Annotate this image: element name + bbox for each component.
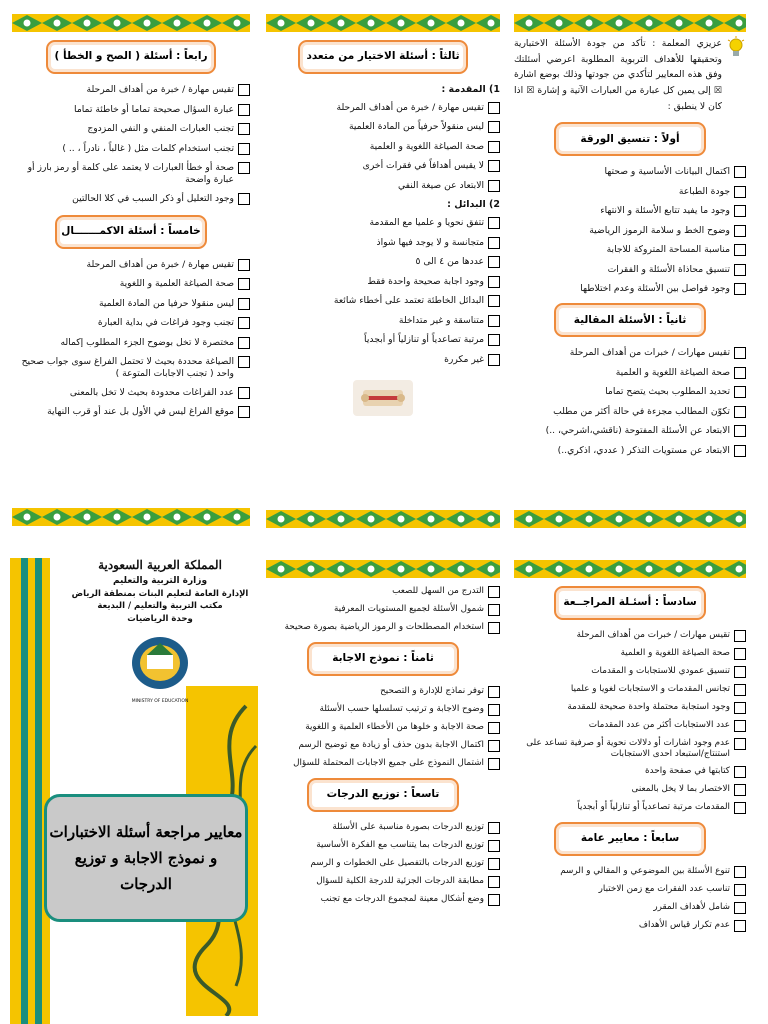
checkbox[interactable] (734, 347, 746, 359)
list-item: تنسيق محاذاة الأسئلة و الفقرات (514, 264, 746, 276)
checkbox[interactable] (488, 686, 500, 698)
list-item: وجود استجابة محتملة واحدة صحيحة للمقدمة (514, 702, 746, 714)
checkbox[interactable] (488, 604, 500, 616)
list-item: شامل لأهداف المقرر (514, 902, 746, 914)
list-item: وجود التعليل أو ذكر السبب في كلا الحالتين (12, 193, 250, 205)
list-item: كتابتها في صفحة واحدة (514, 766, 746, 778)
cover-line: الإدارة العامة لتعليم البنات بمنطقة الرياض (71, 589, 249, 600)
list-item: تقيس مهارة / خبرة من أهداف المرحلة (12, 84, 250, 96)
section-header: تاسعاً : توزيع الدرجات (307, 778, 459, 812)
checkbox[interactable] (734, 264, 746, 276)
checkbox[interactable] (734, 784, 746, 796)
checkbox[interactable] (488, 622, 500, 634)
checkbox[interactable] (238, 123, 250, 135)
checkbox[interactable] (488, 334, 500, 346)
pattern-band (514, 14, 746, 32)
checkbox[interactable] (488, 256, 500, 268)
section-header: سابعاً : معايير عامة (554, 822, 706, 856)
section-header: ثالثاً : أسئلة الاختيار من متعدد (298, 40, 468, 74)
checklist (514, 347, 746, 457)
panel-matching (514, 582, 746, 938)
checklist (514, 166, 746, 295)
checkbox[interactable] (734, 802, 746, 814)
checkbox[interactable] (238, 337, 250, 349)
list-item: توفر نماذج للإدارة و التصحيح (266, 686, 500, 698)
list-item: صحة الصياغة العلمية و اللغوية (12, 278, 250, 290)
list-item: وضوح الاجابة و ترتيب تسلسلها حسب الأسئلة (266, 704, 500, 716)
pattern-band (12, 508, 250, 526)
list-item: وجود اجابة صحيحة واحدة فقط (266, 276, 500, 288)
panel-sheet-format (514, 36, 746, 464)
lightbulb-icon (726, 36, 746, 60)
checkbox[interactable] (734, 205, 746, 217)
list-item: الاختصار بما لا يخل بالمعنى (514, 784, 746, 796)
checkbox[interactable] (488, 840, 500, 852)
list-item: ليس منقولاً حرفياً من المادة العلمية (266, 121, 500, 133)
ministry-name-en: MINISTRY OF EDUCATION (131, 698, 189, 704)
checkbox[interactable] (488, 121, 500, 133)
checkbox[interactable] (238, 84, 250, 96)
checkbox[interactable] (488, 295, 500, 307)
list-item: تقيس مهارة / خبرة من أهداف المرحلة (266, 102, 500, 114)
checkbox[interactable] (734, 425, 746, 437)
checkbox[interactable] (238, 356, 250, 368)
checkbox[interactable] (734, 367, 746, 379)
checkbox[interactable] (734, 225, 746, 237)
cover-title: معايير مراجعة أسئلة الاختبارات و نموذج الاجابة و توزيع الدرجات (49, 822, 243, 894)
cover-header (62, 558, 258, 704)
checkbox[interactable] (734, 884, 746, 896)
checkbox[interactable] (734, 684, 746, 696)
list-item: الابتعاد عن مستويات التذكر ( عددي، اذكري..) (514, 445, 746, 457)
checkbox[interactable] (488, 722, 500, 734)
list-item: وجود ما يفيد تتابع الأسئلة و الانتهاء (514, 205, 746, 217)
list-item: عدد الاستجابات أكثر من عدد المقدمات (514, 720, 746, 732)
list-item: صحة أو خطأ العبارات لا يعتمد على كلمة أو رمز بارز أو عبارة واضحة (12, 162, 250, 185)
panel-true-false (12, 36, 250, 426)
checkbox[interactable] (734, 166, 746, 178)
checklist (266, 686, 500, 770)
list-item: تقيس مهارات / خبرات من أهداف المرحلة (514, 630, 746, 642)
list-item: مختصرة لا تخل بوضوح الجزء المطلوب إكماله (12, 337, 250, 349)
checklist (12, 259, 250, 419)
list-item: لا يقيس أهدافاً في فقرات أخرى (266, 160, 500, 172)
scroll-illustration (351, 378, 415, 418)
list-item: جودة الطباعة (514, 186, 746, 198)
checkbox[interactable] (488, 876, 500, 888)
checkbox[interactable] (488, 180, 500, 192)
checkbox[interactable] (238, 406, 250, 418)
pattern-band (514, 510, 746, 528)
list-item: متجانسة و لا يوجد فيها شواذ (266, 237, 500, 249)
list-item: مناسبة المساحة المتروكة للاجابة (514, 244, 746, 256)
checklist (266, 586, 500, 634)
list-item: البدائل الخاطئة تعتمد على أخطاء شائعة (266, 295, 500, 307)
checkbox[interactable] (734, 702, 746, 714)
list-item: تجنب العبارات المنفي و النفي المزدوج (12, 123, 250, 135)
cover-line: مكتب التربية والتعليم / البديعة (97, 601, 223, 612)
list-item: وضوح الخط و سلامة الرموز الرياضية (514, 225, 746, 237)
pattern-band (266, 510, 500, 528)
cover-stripes (10, 558, 50, 1024)
checkbox[interactable] (488, 315, 500, 327)
list-item: المقدمات مرتبة تصاعدياً أو تنازلياً أو أبجدياً (514, 802, 746, 814)
list-item: صحة الصياغة اللغوية و العلمية (514, 367, 746, 379)
list-item: تحديد المطلوب بحيث يتضح تماما (514, 386, 746, 398)
list-item: مرتبة تصاعدياً أو تنازلياً أو أبجدياً (266, 334, 500, 346)
checklist (12, 84, 250, 205)
list-item: تناسب عدد الفقرات مع زمن الاختبار (514, 884, 746, 896)
list-item: تنسيق عمودي للاستجابات و المقدمات (514, 666, 746, 678)
intro-text: عزيزي المعلمة : تأكد من جودة الأسئلة الاختبارية وتحقيقها للأهداف التربوية المطلوبة اعرضي أسئلتك وفق هذه المعايير لتأكدي من جودتها وذلك بوضع اشارة ☒ إلى يمين كل عبارة من العبارات الآتية و إشارة ☒ اذا كان لا ينطبق : (514, 38, 722, 112)
list-item: عدد الفراغات محدودة بحيث لا تخل بالمعنى (12, 387, 250, 399)
list-item: اشتمال النموذج على جميع الاجابات المحتملة للسؤال (266, 758, 500, 770)
list-item: تكوّن المطالب مجزءة في حالة أكثر من مطلب (514, 406, 746, 418)
list-item: تتفق نحويا و علميا مع المقدمة (266, 217, 500, 229)
list-item: عددها من ٤ الى ٥ (266, 256, 500, 268)
section-header: أولاً : تنسيق الورقة (554, 122, 706, 156)
list-item: غير مكررة (266, 354, 500, 366)
section-header: ثانياً : الأسئلة المقالية (554, 303, 706, 337)
checkbox[interactable] (238, 143, 250, 155)
pattern-band (514, 560, 746, 578)
section-header: ثامناً : نموذج الاجابة (307, 642, 459, 676)
checkbox[interactable] (488, 102, 500, 114)
checkbox[interactable] (488, 276, 500, 288)
list-item: تقيس مهارة / خبرة من أهداف المرحلة (12, 259, 250, 271)
checklist (266, 822, 500, 906)
checklist (514, 630, 746, 814)
section-header: خامساً : أسئلة الاكمـــــــال (55, 215, 207, 249)
checkbox[interactable] (734, 406, 746, 418)
list-item: اكتمال الاجابة بدون حذف أو زيادة مع توضيح الرسم (266, 740, 500, 752)
checkbox[interactable] (488, 160, 500, 172)
checkbox[interactable] (488, 586, 500, 598)
checkbox[interactable] (488, 237, 500, 249)
checkbox[interactable] (734, 648, 746, 660)
pattern-band (266, 560, 500, 578)
pattern-band (12, 14, 250, 32)
list-item: تجنب استخدام كلمات مثل ( غالباً ، نادراً ، .. ) (12, 143, 250, 155)
checkbox[interactable] (488, 894, 500, 906)
list-item: شمول الأسئلة لجميع المستويات المعرفية (266, 604, 500, 616)
kingdom-title: المملكة العربية السعودية (98, 558, 222, 572)
checkbox[interactable] (734, 386, 746, 398)
cover-line: وزارة التربية والتعليم (112, 576, 208, 586)
list-item: تجانس المقدمات و الاستجابات لغويا و علميا (514, 684, 746, 696)
list-item: عدم وجود اشارات أو دلالات نحوية أو صرفية تساعد على استنتاج/استبعاد احدى الاستجابات (514, 738, 746, 760)
panel-multiple-choice (266, 36, 500, 418)
checkbox[interactable] (734, 866, 746, 878)
list-item: مطابقة الدرجات الجزئية للدرجة الكلية للسؤال (266, 876, 500, 888)
checkbox[interactable] (488, 354, 500, 366)
checkbox[interactable] (734, 920, 746, 932)
checkbox[interactable] (734, 186, 746, 198)
list-item: موقع الفراغ ليس في الأول بل عند أو قرب النهاية (12, 406, 250, 418)
checkbox[interactable] (734, 666, 746, 678)
checkbox[interactable] (238, 387, 250, 399)
pattern-band (266, 14, 500, 32)
list-item: تجنب وجود فراغات في بداية العبارة (12, 317, 250, 329)
checklist (266, 217, 500, 366)
cover-title-box (44, 794, 248, 922)
section-header: سادساً : أسئـلة المراجــعة (554, 586, 706, 620)
checkbox[interactable] (734, 738, 746, 750)
list-item: التدرج من السهل للصعب (266, 586, 500, 598)
list-item: صحة الصياغة اللغوية و العلمية (514, 648, 746, 660)
checkbox[interactable] (734, 283, 746, 295)
checkbox[interactable] (488, 217, 500, 229)
checkbox[interactable] (488, 704, 500, 716)
checkbox[interactable] (488, 740, 500, 752)
list-item: الصياغة محددة بحيث لا تحتمل الفراغ سوى جواب صحيح واحد ( تجنب الاجابات المتوعة ) (12, 356, 250, 379)
list-item: ليس منقولا حرفيا من المادة العلمية (12, 298, 250, 310)
list-item: توزيع الدرجات بالتفصيل على الخطوات و الرسم (266, 858, 500, 870)
subheading-stem: 1) المقدمة : (441, 84, 500, 95)
checkbox[interactable] (488, 822, 500, 834)
list-item: توزيع الدرجات بما يتناسب مع الفكرة الأساسية (266, 840, 500, 852)
list-item: عبارة السؤال صحيحة تماما أو خاطئة تماما (12, 104, 250, 116)
checkbox[interactable] (734, 630, 746, 642)
checkbox[interactable] (238, 317, 250, 329)
list-item: تنوع الأسئلة بين الموضوعي و المقالي و الرسم (514, 866, 746, 878)
list-item: استخدام المصطلحات و الرموز الرياضية بصورة صحيحة (266, 622, 500, 634)
list-item: توزيع الدرجات بصورة مناسبة على الأسئلة (266, 822, 500, 834)
checkbox[interactable] (488, 758, 500, 770)
list-item: عدم تكرار قياس الأهداف (514, 920, 746, 932)
checkbox[interactable] (238, 298, 250, 310)
list-item: الابتعاد عن صيغة النفي (266, 180, 500, 192)
checkbox[interactable] (488, 141, 500, 153)
checkbox[interactable] (238, 162, 250, 174)
checkbox[interactable] (238, 259, 250, 271)
cover-line: وحدة الرياضيات (127, 613, 193, 624)
list-item: وجود فواصل بين الأسئلة وعدم اختلاطها (514, 283, 746, 295)
panel-answer-key (266, 586, 500, 912)
checkbox[interactable] (734, 445, 746, 457)
ministry-logo (125, 633, 195, 704)
checkbox[interactable] (238, 104, 250, 116)
checklist (514, 866, 746, 932)
checkbox[interactable] (734, 766, 746, 778)
checkbox[interactable] (734, 902, 746, 914)
checkbox[interactable] (238, 278, 250, 290)
list-item: متناسقة و غير متداخلة (266, 315, 500, 327)
list-item: صحة الاجابة و خلوها من الأخطاء العلمية و اللغوية (266, 722, 500, 734)
checkbox[interactable] (734, 244, 746, 256)
list-item: صحة الصياغة اللغوية و العلمية (266, 141, 500, 153)
checkbox[interactable] (238, 193, 250, 205)
subheading-alternatives: 2) البدائل : (447, 199, 500, 211)
checklist (266, 102, 500, 192)
section-header: رابعاً : أسئلة ( الصح و الخطأ ) (46, 40, 216, 74)
list-item: تقيس مهارات / خبرات من أهداف المرحلة (514, 347, 746, 359)
checkbox[interactable] (734, 720, 746, 732)
list-item: وضع أشكال معينة لمجموع الدرجات مع تجنب (266, 894, 500, 906)
checkbox[interactable] (488, 858, 500, 870)
list-item: اكتمال البيانات الأساسية و صحتها (514, 166, 746, 178)
list-item: الابتعاد عن الأسئلة المفتوحة (ناقشي،اشرحي، ..) (514, 425, 746, 437)
